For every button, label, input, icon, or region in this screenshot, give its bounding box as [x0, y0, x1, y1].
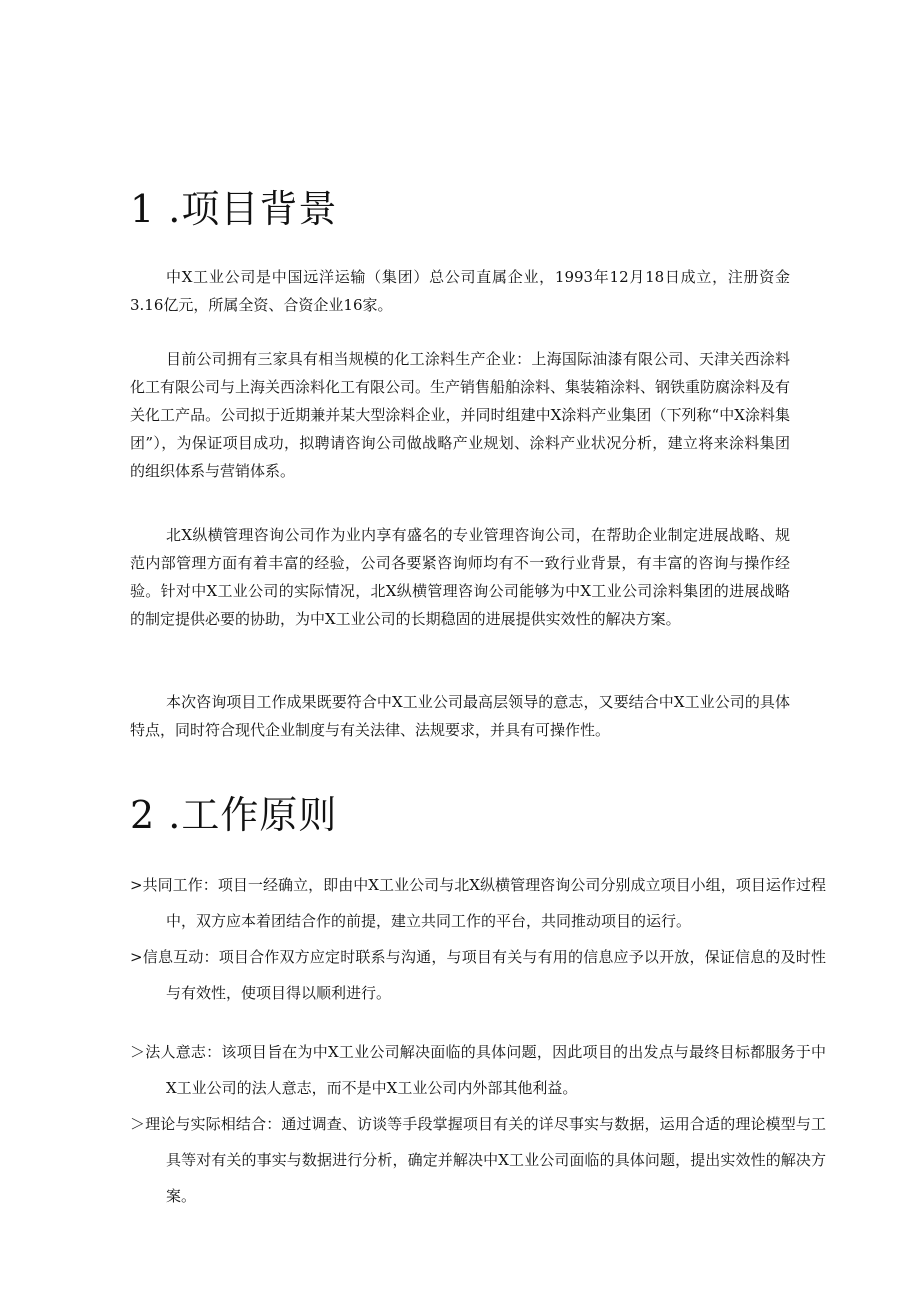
paragraph-consultant-intro: 北X纵横管理咨询公司作为业内享有盛名的专业管理咨询公司，在帮助企业制定进展战略、规范内部管理方面有着丰富的经验，公司各要紧咨询师均有不一致行业背景，有丰富的咨询与操作经验。针对中X工业公司的实际情况，北X纵横管理咨询公司能够为中X工业公司涂料集团的进展战略的制定提供必要的协助，为中X工业公司的长期稳固的进展提供实效性的解决方案。: [130, 526, 790, 628]
paragraph-company-intro: 中X工业公司是中国远洋运输（集团）总公司直属企业，1993年12月18日成立，注册资金3.16亿元，所属全资、合资企业16家。: [130, 268, 790, 314]
paragraph-project-goal: 本次咨询项目工作成果既要符合中X工业公司最高层领导的意志，又要结合中X工业公司的具体特点，同时符合现代企业制度与有关法律、法规要求，并具有可操作性。: [130, 693, 790, 739]
principle-item-joint-work: >共同工作：项目一经确立，即由中X工业公司与北X纵横管理咨询公司分别成立项目小组，项目运作过程中，双方应本着团结合作的前提，建立共同工作的平台，共同推动项目的运行。: [130, 876, 826, 930]
principle-item-theory-practice: ＞理论与实际相结合：通过调查、访谈等手段掌握项目有关的详尽事实与数据，运用合适的理论模型与工具等对有关的事实与数据进行分析，确定并解决中X工业公司面临的具体问题，提出实效性的解决方案。: [130, 1115, 826, 1205]
section-heading-background: 1 .项目背景: [130, 187, 338, 231]
principle-item-info-exchange: >信息互动：项目合作双方应定时联系与沟通，与项目有关与有用的信息应予以开放，保证信息的及时性与有效性，使项目得以顺利进行。: [130, 948, 826, 1002]
paragraph-current-status: 目前公司拥有三家具有相当规模的化工涂料生产企业：上海国际油漆有限公司、天津关西涂料化工有限公司与上海关西涂料化工有限公司。生产销售船舶涂料、集装箱涂料、钢铁重防腐涂料及有关化工产品。公司拟于近期兼并某大型涂料企业，并同时组建中X涂料产业集团（下列称“中X涂料集团”），为保证项目成功，拟聘请咨询公司做战略产业规划、涂料产业状况分析，建立将来涂料集团的组织体系与营销体系。: [130, 350, 791, 480]
section-heading-principles: 2 .工作原则: [130, 793, 338, 837]
principle-item-legal-will: ＞法人意志：该项目旨在为中X工业公司解决面临的具体问题，因此项目的出发点与最终目标都服务于中X工业公司的法人意志，而不是中X工业公司内外部其他利益。: [130, 1043, 826, 1097]
